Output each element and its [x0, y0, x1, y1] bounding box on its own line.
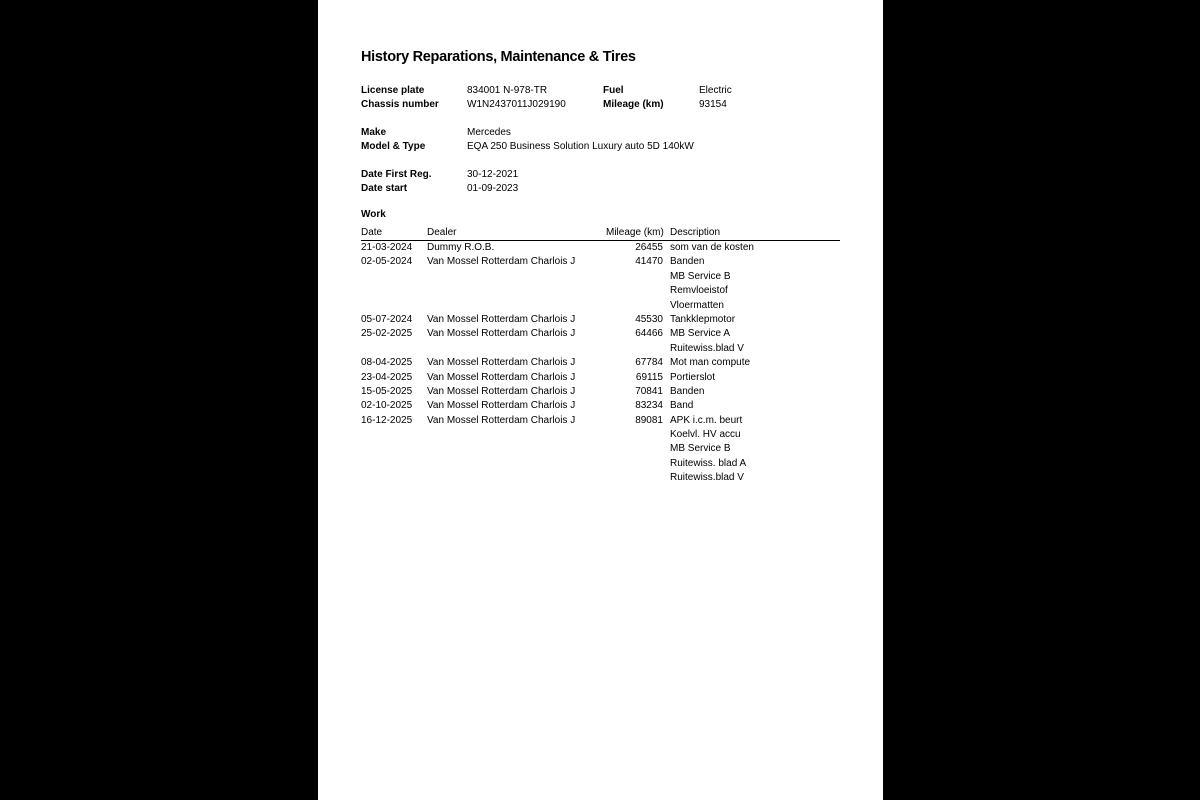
work-table-row-continuation [361, 471, 840, 485]
work-table-row-continuation [361, 342, 840, 356]
work-row-dealer [427, 442, 606, 456]
work-row-mileage [606, 299, 663, 313]
work-row-date: 02-10-2025 [361, 400, 413, 412]
work-table-row [361, 327, 840, 341]
work-row-description: Ruitewiss.blad V [670, 342, 744, 354]
work-row-description: MB Service A [670, 328, 731, 340]
vehicle-info-block [361, 84, 732, 113]
work-row-description: Portierslot [670, 371, 716, 383]
work-row-dealer: Van Mossel Rotterdam Charlois J [427, 371, 576, 383]
work-row-dealer [427, 471, 606, 485]
work-table-body [361, 241, 840, 486]
work-table-row [361, 371, 840, 385]
work-row-mileage: 67784 [635, 357, 663, 369]
work-row-dealer [427, 428, 606, 442]
work-row-date: 15-05-2025 [361, 385, 413, 397]
work-row-description: Mot man compute [670, 357, 751, 369]
work-row-description: MB Service B [670, 270, 731, 282]
column-header-mileage: Mileage (km) [606, 226, 664, 238]
work-table-row [361, 241, 840, 255]
work-row-mileage [606, 471, 663, 485]
column-header-date: Date [361, 226, 383, 238]
fuel-label: Fuel [603, 85, 624, 96]
work-table-row [361, 414, 840, 428]
work-table-row-continuation [361, 442, 840, 456]
document-page [318, 0, 883, 800]
work-row-date: 25-02-2025 [361, 328, 413, 340]
work-row-date [361, 428, 427, 442]
work-table-row-continuation [361, 270, 840, 284]
work-row-description: Banden [670, 256, 705, 268]
work-row-date: 23-04-2025 [361, 371, 413, 383]
work-row-description: som van de kosten [670, 241, 754, 253]
model-type-label: Model & Type [361, 141, 426, 153]
work-row-date [361, 471, 427, 485]
work-row-description: Tankklepmotor [670, 313, 736, 325]
work-row-dealer [427, 284, 606, 298]
work-table-row-continuation [361, 428, 840, 442]
work-row-dealer: Van Mossel Rotterdam Charlois J [427, 385, 576, 397]
work-row-mileage [606, 428, 663, 442]
work-table-row-continuation [361, 299, 840, 313]
make-value: Mercedes [467, 127, 511, 138]
work-row-mileage: 83234 [635, 400, 663, 412]
info-row-model [361, 140, 694, 154]
work-row-date: 21-03-2024 [361, 241, 413, 253]
work-row-description: Ruitewiss.blad V [670, 472, 744, 484]
work-row-mileage: 70841 [635, 385, 663, 397]
model-type-value: EQA 250 Business Solution Luxury auto 5D 140kW [467, 141, 694, 153]
work-table-header [361, 226, 840, 241]
work-row-mileage [606, 270, 663, 284]
work-row-mileage [606, 457, 663, 471]
info-row-license-fuel [361, 84, 732, 98]
work-row-dealer: Van Mossel Rotterdam Charlois J [427, 414, 576, 426]
work-table-row [361, 255, 840, 269]
chassis-number-label: Chassis number [361, 99, 439, 111]
work-row-date: 08-04-2025 [361, 357, 413, 369]
work-row-mileage: 41470 [635, 256, 663, 268]
work-row-description: Vloermatten [670, 299, 724, 311]
work-row-date [361, 342, 427, 356]
date-first-reg-value: 30-12-2021 [467, 169, 519, 180]
license-plate-label: License plate [361, 85, 425, 96]
work-table-row [361, 356, 840, 370]
column-header-description: Description [670, 226, 721, 238]
work-row-dealer [427, 299, 606, 313]
work-table-row-continuation [361, 457, 840, 471]
make-label: Make [361, 127, 387, 138]
work-row-mileage [606, 442, 663, 456]
work-table [361, 226, 840, 486]
work-row-date [361, 284, 427, 298]
work-row-dealer: Van Mossel Rotterdam Charlois J [427, 313, 576, 325]
fuel-value: Electric [699, 85, 732, 96]
work-row-dealer: Van Mossel Rotterdam Charlois J [427, 400, 576, 412]
mileage-value: 93154 [699, 99, 727, 111]
work-row-date [361, 457, 427, 471]
mileage-label: Mileage (km) [603, 99, 664, 111]
dates-block [361, 168, 518, 197]
work-table-row [361, 313, 840, 327]
work-row-date [361, 270, 427, 284]
work-row-description: Remvloeistof [670, 285, 728, 297]
page-title: History Reparations, Maintenance & Tires [361, 49, 636, 65]
work-row-dealer: Van Mossel Rotterdam Charlois J [427, 328, 576, 340]
license-plate-value: 834001 N-978-TR [467, 85, 548, 96]
work-row-dealer [427, 270, 606, 284]
date-first-reg-label: Date First Reg. [361, 169, 432, 180]
work-row-description: Koelvl. HV accu [670, 429, 741, 441]
work-row-mileage: 89081 [635, 414, 663, 426]
work-row-mileage [606, 342, 663, 356]
chassis-number-value: W1N2437011J029190 [467, 99, 566, 111]
date-start-label: Date start [361, 183, 408, 195]
work-table-row [361, 385, 840, 399]
info-row-make [361, 126, 694, 140]
info-row-date-start [361, 182, 518, 196]
work-row-description: APK i.c.m. beurt [670, 414, 743, 426]
work-row-mileage: 64466 [635, 328, 663, 340]
work-row-date [361, 442, 427, 456]
work-row-dealer [427, 457, 606, 471]
work-row-dealer: Dummy R.O.B. [427, 241, 495, 253]
work-row-dealer [427, 342, 606, 356]
work-row-mileage: 26455 [635, 241, 663, 253]
work-row-date: 05-07-2024 [361, 313, 413, 325]
work-row-date [361, 299, 427, 313]
work-row-description: MB Service B [670, 443, 731, 455]
work-row-date: 16-12-2025 [361, 414, 413, 426]
make-model-block [361, 126, 694, 155]
work-row-mileage [606, 284, 663, 298]
work-row-mileage: 45530 [635, 313, 663, 325]
work-row-mileage: 69115 [635, 371, 663, 383]
work-row-dealer: Van Mossel Rotterdam Charlois J [427, 357, 576, 369]
work-row-dealer: Van Mossel Rotterdam Charlois J [427, 256, 576, 268]
work-table-row-continuation [361, 284, 840, 298]
info-row-first-reg [361, 168, 518, 182]
date-start-value: 01-09-2023 [467, 183, 519, 195]
work-row-description: Banden [670, 385, 705, 397]
column-header-dealer: Dealer [427, 226, 457, 238]
work-section-heading: Work [361, 209, 386, 220]
work-table-row [361, 399, 840, 413]
work-row-description: Band [670, 400, 694, 412]
work-row-date: 02-05-2024 [361, 256, 413, 268]
work-row-description: Ruitewiss. blad A [670, 457, 747, 469]
info-row-chassis-mileage [361, 98, 732, 112]
